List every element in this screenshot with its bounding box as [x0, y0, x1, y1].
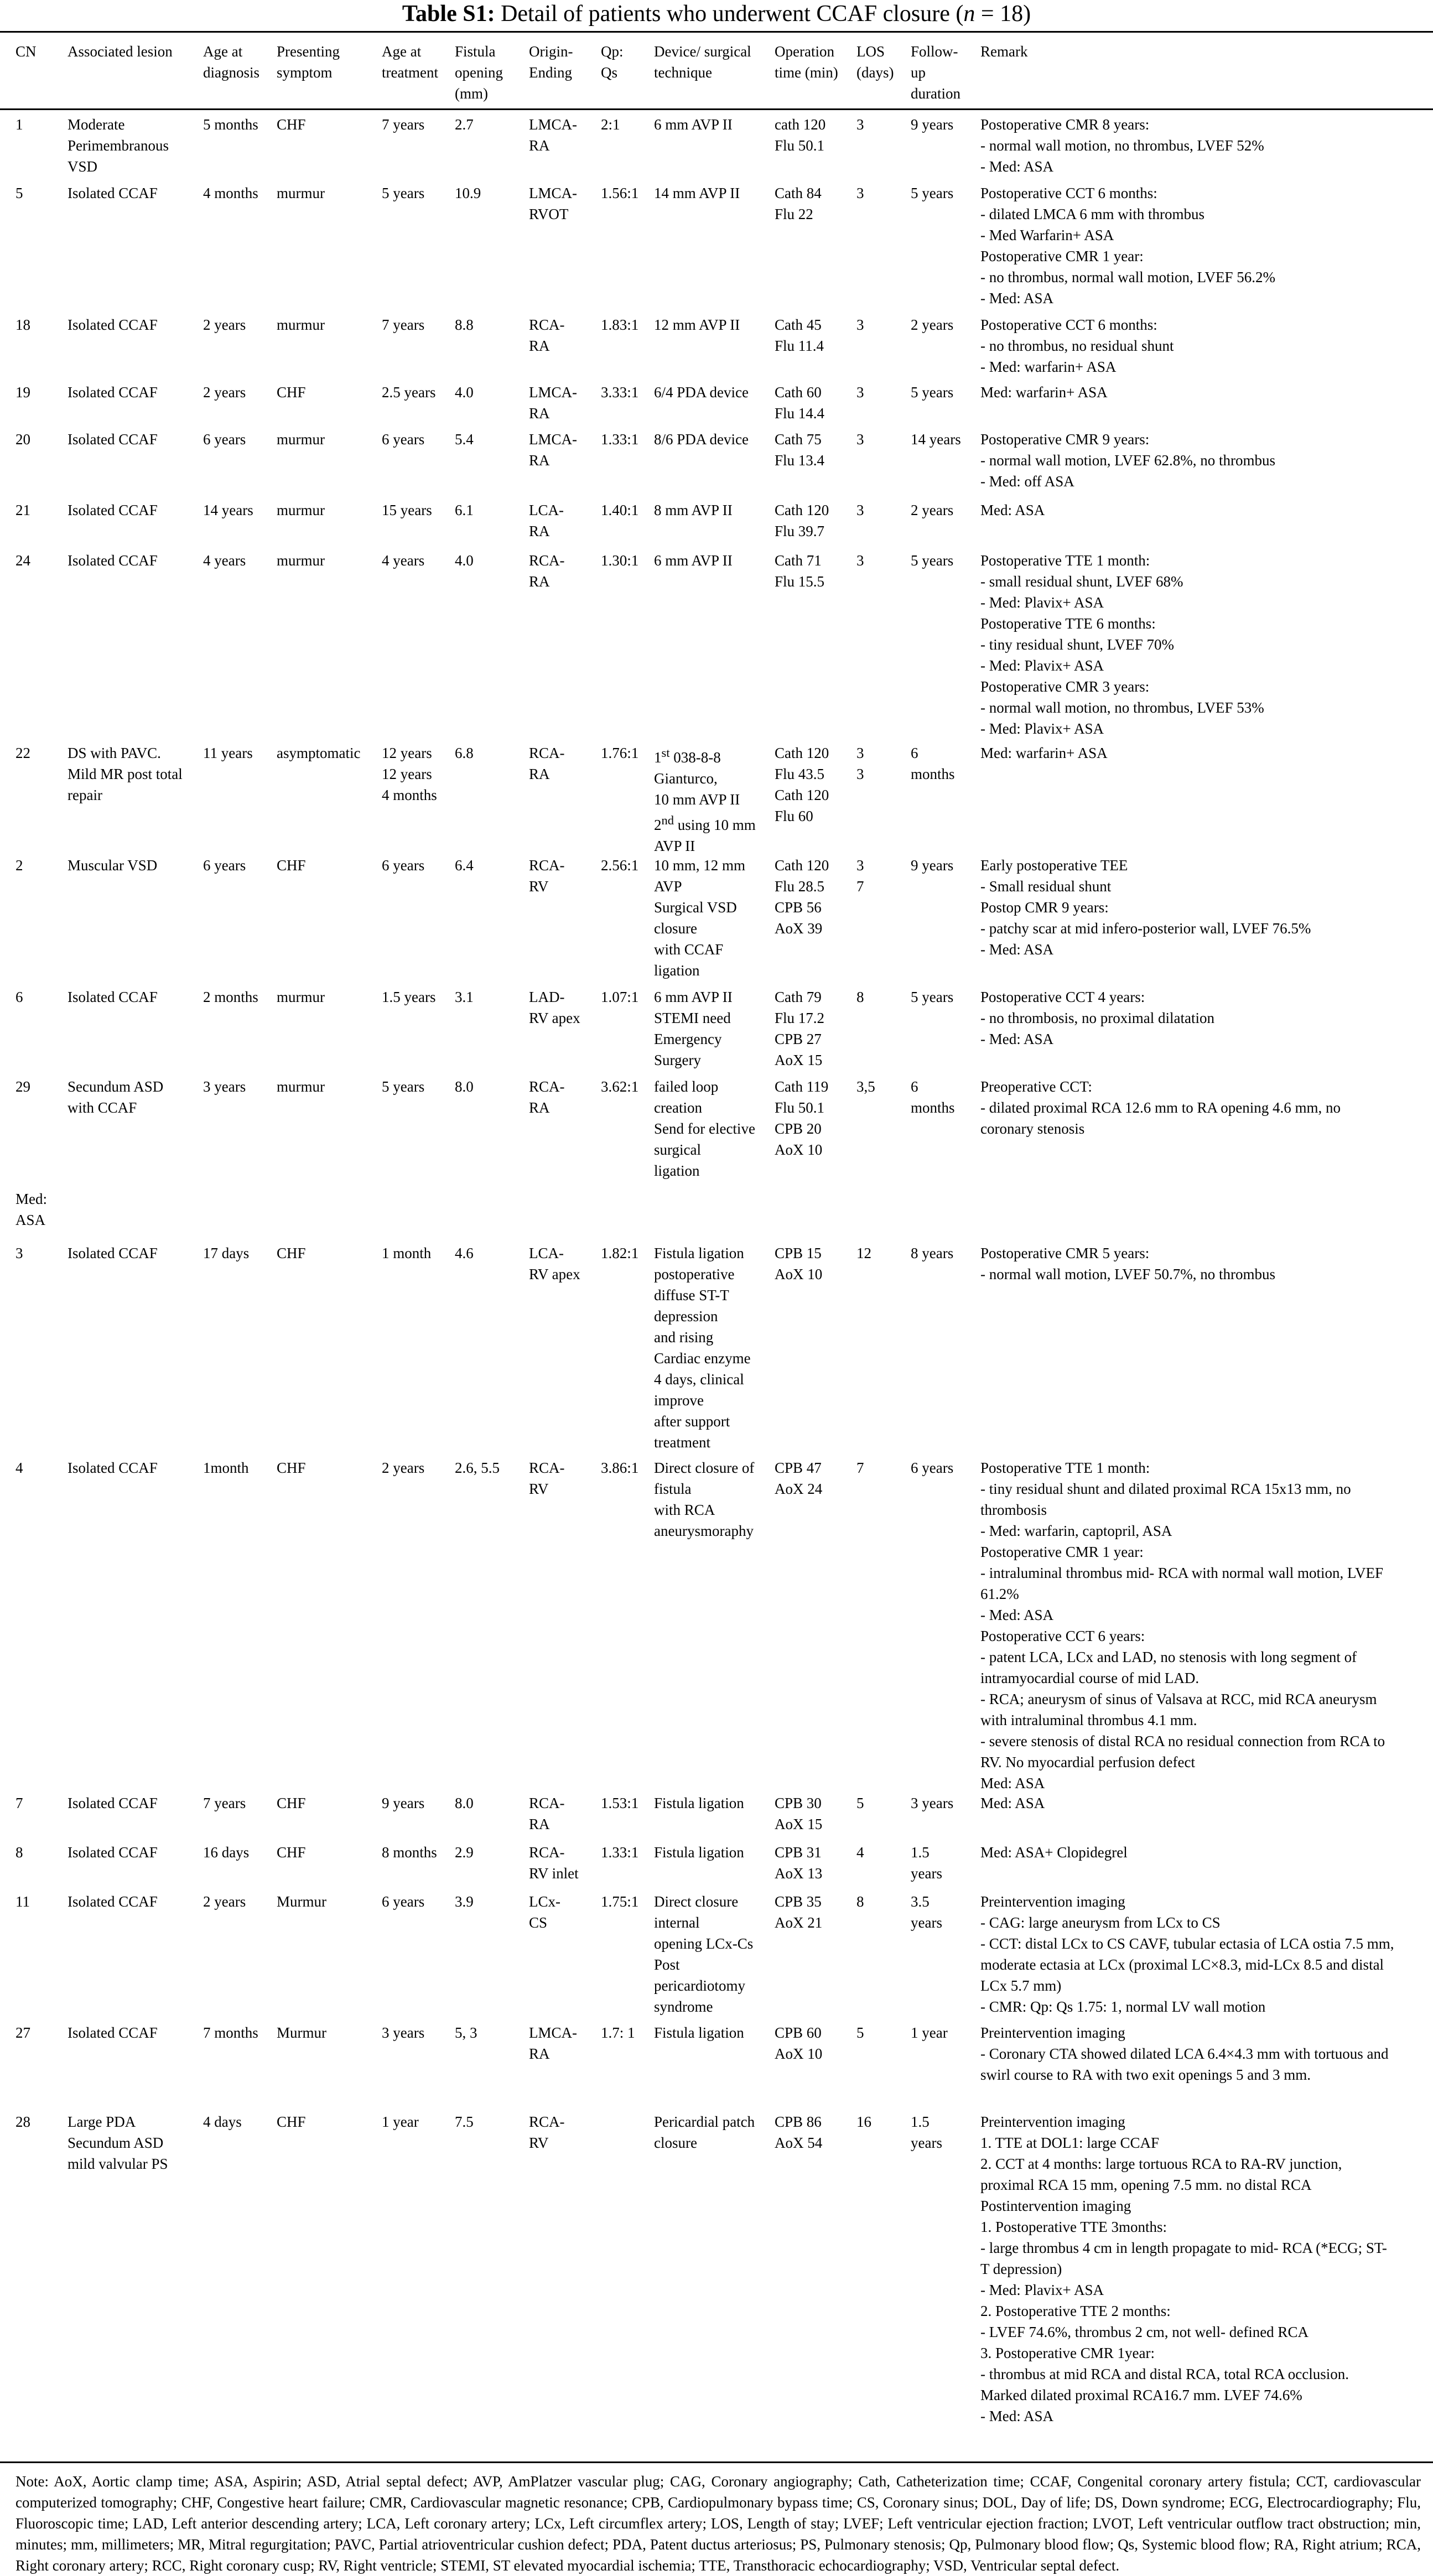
cell-origin: LCx- CS	[529, 1893, 560, 1931]
cell-los: 3	[856, 116, 864, 133]
cell-remark: Med: warfarin+ ASA	[980, 384, 1108, 401]
cell-qpqs: 1.30:1	[601, 552, 639, 569]
header-device: Device/ surgical technique	[654, 43, 751, 81]
cell-age-treatment: 7 years	[382, 316, 425, 333]
header-age-diagnosis: Age at diagnosis	[203, 43, 260, 81]
cell-los: 3	[856, 316, 864, 333]
cell-remark: Med: ASA	[980, 1795, 1045, 1811]
cell-symptom: CHF	[277, 384, 306, 401]
cell-age-treatment: 15 years	[382, 502, 432, 518]
cell-remark: Postoperative CMR 5 years: - normal wall motion, LVEF 50.7%, no thrombus	[980, 1245, 1275, 1282]
cell-lesion: Isolated CCAF	[68, 2024, 158, 2041]
cell-los: 4	[856, 1844, 864, 1861]
cell-device: 6 mm AVP II STEMI need Emergency Surgery	[654, 989, 733, 1068]
cell-age-treatment: 2.5 years	[382, 384, 436, 401]
cell-symptom: CHF	[277, 1844, 306, 1861]
cell-origin: LCA- RV apex	[529, 1245, 580, 1282]
device-step-2-ordinal: nd	[661, 813, 674, 827]
cell-device: 8 mm AVP II	[654, 502, 733, 518]
cell-lesion: Isolated CCAF	[68, 1460, 158, 1476]
cell-los: 3	[856, 552, 864, 569]
cell-fistula: 6.1	[455, 502, 474, 518]
cell-origin: RCA- RA	[529, 1795, 565, 1832]
cell-age-diagnosis: 2 months	[203, 989, 258, 1005]
cell-fistula: 4.0	[455, 552, 474, 569]
cell-age-treatment: 6 years	[382, 857, 425, 874]
cell-fistula: 10.9	[455, 185, 481, 201]
cell-age-diagnosis: 7 years	[203, 1795, 246, 1811]
cell-lesion: Isolated CCAF	[68, 431, 158, 448]
cell-lesion: Isolated CCAF	[68, 1245, 158, 1261]
cell-age-treatment: 5 years	[382, 185, 425, 201]
cell-fistula: 5, 3	[455, 2024, 477, 2041]
cell-device: Direct closure of fistula with RCA aneurysmoraphy	[654, 1460, 755, 1539]
cell-age-diagnosis: 2 years	[203, 316, 246, 333]
cell-lesion: Isolated CCAF	[68, 1795, 158, 1811]
cell-symptom: CHF	[277, 857, 306, 874]
cell-qpqs: 1.76:1	[601, 745, 639, 761]
cell-qpqs: 3.62:1	[601, 1078, 639, 1095]
cell-fistula: 4.0	[455, 384, 474, 401]
device-step-1-text: 038-8-8	[669, 749, 721, 766]
cell-lesion: Isolated CCAF	[68, 384, 158, 401]
cell-device: Direct closure internal opening LCx-Cs Post pericardiotomy syndrome	[654, 1893, 754, 2015]
cell-los: 16	[856, 2113, 871, 2130]
cell-age-diagnosis: 4 days	[203, 2113, 242, 2130]
cell-operation-time: CPB 35 AoX 21	[775, 1893, 823, 1931]
cell-device: 14 mm AVP II	[654, 185, 740, 201]
cell-age-diagnosis: 4 months	[203, 185, 258, 201]
cell-followup: 2 years	[911, 316, 954, 333]
cell-remark: Preintervention imaging - Coronary CTA showed dilated LCA 6.4×4.3 mm with tortuous and swirl course to RA with two exit openings 5 and 3 mm.	[980, 2024, 1389, 2083]
cell-age-diagnosis: 2 years	[203, 384, 246, 401]
cell-followup: 3.5 years	[911, 1893, 942, 1931]
cell-fistula: 6.8	[455, 745, 474, 761]
cell-followup: 5 years	[911, 989, 954, 1005]
header-lesion: Associated lesion	[68, 43, 173, 60]
cell-operation-time: CPB 60 AoX 10	[775, 2024, 823, 2062]
cell-lesion: Moderate Perimembranous VSD	[68, 116, 169, 175]
cell-fistula: 3.9	[455, 1893, 474, 1910]
cell-cn: 27	[15, 2024, 30, 2041]
cell-followup: 9 years	[911, 116, 954, 133]
cell-symptom: Murmur	[277, 2024, 326, 2041]
cell-los: 5	[856, 1795, 864, 1811]
header-los: LOS (days)	[856, 43, 894, 81]
cell-operation-time: Cath 120 Flu 39.7	[775, 502, 829, 539]
cell-symptom: murmur	[277, 185, 325, 201]
cell-device: Fistula ligation postoperative diffuse ST-T depression and rising Cardiac enzyme 4 days, clinical improve after support treatment	[654, 1245, 751, 1451]
cell-origin: RCA- RV	[529, 1460, 565, 1497]
cell-operation-time: Cath 60 Flu 14.4	[775, 384, 825, 422]
cell-lesion: Isolated CCAF	[68, 316, 158, 333]
header-followup: Follow- up duration	[911, 43, 960, 102]
cell-age-treatment: 9 years	[382, 1795, 425, 1811]
cell-symptom: CHF	[277, 1460, 306, 1476]
cell-operation-time: CPB 30 AoX 15	[775, 1795, 823, 1832]
cell-fistula: 8.0	[455, 1078, 474, 1095]
cell-origin: LMCA- RA	[529, 384, 577, 422]
cell-age-treatment: 6 years	[382, 431, 425, 448]
cell-origin: RCA- RA	[529, 316, 565, 354]
cell-followup: 8 years	[911, 1245, 954, 1261]
cell-symptom: CHF	[277, 1795, 306, 1811]
cell-age-treatment: 1 month	[382, 1245, 432, 1261]
cell-origin: RCA- RV	[529, 857, 565, 895]
cell-symptom: CHF	[277, 1245, 306, 1261]
cell-remark: Postoperative TTE 1 month: - tiny residual shunt and dilated proximal RCA 15x13 mm, no thrombosis - Med: warfarin, captopril, ASA Postoperative CMR 1 year: - intraluminal thrombus mid- RCA with normal wall motion, LVEF 61.2% - Med: ASA Postoperative CCT 6 years: - patent LCA, LCx and LAD, no stenosis with long segment of intramyocardial course of mid LAD. - RCA; aneurysm of sinus of Valsava at RCC, mid RCA aneurysm with intraluminal thrombus 4.1 mm. - severe stenosis of distal RCA no residual connection from RCA to RV. No myocardial perfusion defect Med: ASA	[980, 1460, 1385, 1791]
cell-followup: 3 years	[911, 1795, 954, 1811]
cell-symptom: murmur	[277, 502, 325, 518]
device-step-1-cont: Gianturco, 10 mm AVP II	[654, 770, 740, 808]
cell-operation-time: Cath 84 Flu 22	[775, 185, 822, 222]
cell-qpqs: 1.56:1	[601, 185, 639, 201]
cell-followup: 2 years	[911, 502, 954, 518]
cell-age-diagnosis: 17 days	[203, 1245, 250, 1261]
cell-cn: 8	[15, 1844, 23, 1861]
header-cn: CN	[15, 43, 37, 60]
table-note: Note: AoX, Aortic clamp time; ASA, Aspirin; ASD, Atrial septal defect; AVP, AmPlatzer vascular plug; CAG, Coronary angiography; Cath, Catheterization time; CCAF, Congenital coronary artery fistula; CCT, cardiovascular computerized tomography; CHF, Congestive heart failure; CMR, Cardiovascular magnetic resonance; CPB, Cardiopulmonary bypass time; CS, Coronary sinus; DOL, Day of life; DS, Down syndrome; ECG, Electrocardiography; Flu, Fluoroscopic time; LAD, Left anterior descending artery; LCA, Left coronary artery; LCx, Left circumflex artery; LOS, Length of stay; LVEF; Left ventricular ejection fraction; LVOT, Left ventricular outflow tract obstruction; min, minutes; mm, millimeters; MR, Mitral regurgitation; PAVC, Partial atrioventricular cushion defect; PDA, Patent ductus arteriosus; PS, Pulmonary stenosis; Qp, Pulmonary blood flow; Qs, Systemic blood flow; RA, Right atrium; RCA, Right coronary artery; RCC, Right coronary cusp; RV, Right ventricle; STEMI, ST elevated myocardial ischemia; TTE, Transthoracic echocardiography; VSD, Ventricular septal defect.	[15, 2473, 1421, 2574]
cell-device: Fistula ligation	[654, 1844, 744, 1861]
cell-symptom: murmur	[277, 431, 325, 448]
cell-followup: 1.5 years	[911, 1844, 942, 1882]
cell-device: 8/6 PDA device	[654, 431, 749, 448]
cell-los: 7	[856, 1460, 864, 1476]
header-operation-time: Operation time (min)	[775, 43, 838, 81]
cell-device: Pericardial patch closure	[654, 2113, 755, 2151]
cell-remark: Preoperative CCT: - dilated proximal RCA 12.6 mm to RA opening 4.6 mm, no coronary stenosis	[980, 1078, 1341, 1137]
cell-qpqs: 1.07:1	[601, 989, 639, 1005]
cell-age-treatment: 6 years	[382, 1893, 425, 1910]
cell-lesion: DS with PAVC. Mild MR post total repair	[68, 745, 183, 803]
cell-origin: LCA- RA	[529, 502, 564, 539]
cell-operation-time: Cath 79 Flu 17.2 CPB 27 AoX 15	[775, 989, 825, 1068]
cell-origin: RCA- RV inlet	[529, 1844, 579, 1882]
cell-cn: 3	[15, 1245, 23, 1261]
cell-cn: 11	[15, 1893, 30, 1910]
cell-age-treatment: 2 years	[382, 1460, 425, 1476]
cell-los: 3 3	[856, 745, 864, 782]
cell-fistula: 4.6	[455, 1245, 474, 1261]
cell-age-treatment: 7 years	[382, 116, 425, 133]
cell-age-treatment: 3 years	[382, 2024, 425, 2041]
cell-age-diagnosis: 3 years	[203, 1078, 246, 1095]
cell-qpqs: 1.33:1	[601, 431, 639, 448]
cell-followup: 6 months	[911, 745, 955, 782]
cell-followup: 14 years	[911, 431, 961, 448]
cell-device: 10 mm, 12 mm AVP Surgical VSD closure with CCAF ligation	[654, 857, 746, 979]
cell-cn: 7	[15, 1795, 23, 1811]
cell-fistula: 8.8	[455, 316, 474, 333]
cell-followup: 5 years	[911, 552, 954, 569]
stray-med-text: Med: ASA	[15, 1191, 47, 1228]
cell-fistula: 7.5	[455, 2113, 474, 2130]
cell-symptom: murmur	[277, 1078, 325, 1095]
cell-cn: 6	[15, 989, 23, 1005]
cell-remark: Preintervention imaging 1. TTE at DOL1: large CCAF 2. CCT at 4 months: large tortuous RCA to RA-RV junction, proximal RCA 15 mm, opening 7.5 mm. no distal RCA Postintervention imaging 1. Postoperative TTE 3months: - large thrombus 4 cm in length propagate to mid- RCA (*ECG; ST- T depression) - Med: Plavix+ ASA 2. Postoperative TTE 2 months: - LVEF 74.6%, thrombus 2 cm, not well- defined RCA 3. Postoperative CMR 1year: - thrombus at mid RCA and distal RCA, total RCA occlusion. Marked dilated proximal RCA16.7 mm. LVEF 74.6% - Med: ASA	[980, 2113, 1387, 2424]
cell-symptom: Murmur	[277, 1893, 326, 1910]
cell-age-diagnosis: 5 months	[203, 116, 258, 133]
cell-remark: Postoperative CMR 9 years: - normal wall motion, LVEF 62.8%, no thrombus - Med: off ASA	[980, 431, 1275, 490]
cell-origin: RCA- RV	[529, 2113, 565, 2151]
cell-fistula: 3.1	[455, 989, 474, 1005]
header-rule	[0, 108, 1433, 110]
cell-origin: RCA- RA	[529, 552, 565, 590]
cell-age-treatment: 5 years	[382, 1078, 425, 1095]
cell-remark: Postoperative CCT 6 months: - no thrombus, no residual shunt - Med: warfarin+ ASA	[980, 316, 1174, 375]
cell-device: 6 mm AVP II	[654, 552, 733, 569]
cell-symptom: murmur	[277, 552, 325, 569]
cell-origin: RCA- RA	[529, 1078, 565, 1116]
cell-origin: LAD- RV apex	[529, 989, 580, 1026]
cell-age-treatment: 1 year	[382, 2113, 419, 2130]
device-step-1-ordinal: st	[661, 746, 670, 760]
header-fistula: Fistula opening (mm)	[455, 43, 503, 102]
n-value: = 18)	[975, 1, 1031, 27]
cell-device: 6/4 PDA device	[654, 384, 749, 401]
cell-remark: Postoperative TTE 1 month: - small residual shunt, LVEF 68% - Med: Plavix+ ASA Postoperative TTE 6 months: - tiny residual shunt, LVEF 70% - Med: Plavix+ ASA Postoperative CMR 3 years: - normal wall motion, no thrombus, LVEF 53% - Med: Plavix+ ASA	[980, 552, 1264, 737]
cell-followup: 1.5 years	[911, 2113, 942, 2151]
cell-fistula: 8.0	[455, 1795, 474, 1811]
cell-symptom: CHF	[277, 116, 306, 133]
cell-origin: LMCA- RA	[529, 116, 577, 154]
cell-operation-time: Cath 120 Flu 43.5 Cath 120 Flu 60	[775, 745, 829, 824]
cell-fistula: 2.9	[455, 1844, 474, 1861]
device-step-1-number: 1	[654, 749, 662, 766]
header-qpqs: Qp: Qs	[601, 43, 624, 81]
cell-operation-time: CPB 86 AoX 54	[775, 2113, 823, 2151]
cell-remark: Preintervention imaging - CAG: large aneurysm from LCx to CS - CCT: distal LCx to CS CAVF, tubular ectasia of LCA ostia 7.5 mm, moderate ectasia at LCx (proximal LC×8.3, mid-LCx 8.5 and distal LCx 5.7 mm) - CMR: Qp: Qs 1.75: 1, normal LV wall motion	[980, 1893, 1394, 2015]
cell-followup: 6 years	[911, 1460, 954, 1476]
cell-qpqs: 1.53:1	[601, 1795, 639, 1811]
cell-device: failed loop creation Send for elective surgical ligation	[654, 1078, 755, 1179]
cell-qpqs: 1.7: 1	[601, 2024, 635, 2041]
cell-device: 6 mm AVP II	[654, 116, 733, 133]
cell-origin: LMCA- RA	[529, 431, 577, 469]
cell-age-diagnosis: 2 years	[203, 1893, 246, 1910]
cell-remark: Postoperative CCT 6 months: - dilated LMCA 6 mm with thrombus - Med Warfarin+ ASA Postoperative CMR 1 year: - no thrombus, normal wall motion, LVEF 56.2% - Med: ASA	[980, 185, 1275, 307]
cell-lesion: Isolated CCAF	[68, 1893, 158, 1910]
cell-followup: 1 year	[911, 2024, 948, 2041]
cell-remark: Postoperative CMR 8 years: - normal wall motion, no thrombus, LVEF 52% - Med: ASA	[980, 116, 1264, 175]
cell-los: 8	[856, 989, 864, 1005]
cell-qpqs: 2.56:1	[601, 857, 639, 874]
cell-age-diagnosis: 1month	[203, 1460, 249, 1476]
cell-qpqs: 1.40:1	[601, 502, 639, 518]
cell-remark: Early postoperative TEE - Small residual shunt Postop CMR 9 years: - patchy scar at mid infero-posterior wall, LVEF 76.5% - Med: ASA	[980, 857, 1311, 958]
cell-los: 3 7	[856, 857, 864, 895]
cell-cn: 19	[15, 384, 30, 401]
cell-operation-time: Cath 71 Flu 15.5	[775, 552, 825, 590]
cell-cn: 20	[15, 431, 30, 448]
cell-fistula: 5.4	[455, 431, 474, 448]
header-symptom: Presenting symptom	[277, 43, 340, 81]
top-rule	[0, 31, 1433, 33]
cell-los: 3	[856, 431, 864, 448]
cell-lesion: Isolated CCAF	[68, 552, 158, 569]
cell-symptom: murmur	[277, 316, 325, 333]
cell-cn: 24	[15, 552, 30, 569]
cell-symptom: murmur	[277, 989, 325, 1005]
cell-qpqs: 1.33:1	[601, 1844, 639, 1861]
table-label: Table S1:	[402, 1, 495, 27]
cell-remark: Med: ASA	[980, 502, 1045, 518]
cell-cn: 5	[15, 185, 23, 201]
cell-followup: 9 years	[911, 857, 954, 874]
cell-los: 8	[856, 1893, 864, 1910]
cell-remark: Med: warfarin+ ASA	[980, 745, 1108, 761]
cell-age-diagnosis: 4 years	[203, 552, 246, 569]
cell-qpqs: 1.83:1	[601, 316, 639, 333]
cell-cn: 21	[15, 502, 30, 518]
cell-operation-time: CPB 15 AoX 10	[775, 1245, 823, 1282]
cell-remark: Postoperative CCT 4 years: - no thrombosis, no proximal dilatation - Med: ASA	[980, 989, 1214, 1047]
cell-qpqs: 3.86:1	[601, 1460, 639, 1476]
cell-age-treatment: 8 months	[382, 1844, 437, 1861]
cell-cn: 18	[15, 316, 30, 333]
cell-operation-time: CPB 47 AoX 24	[775, 1460, 823, 1497]
cell-age-diagnosis: 11 years	[203, 745, 253, 761]
cell-los: 3,5	[856, 1078, 875, 1095]
cell-symptom: CHF	[277, 2113, 306, 2130]
cell-device	[654, 742, 756, 856]
cell-cn: 2	[15, 857, 23, 874]
cell-device: 12 mm AVP II	[654, 316, 740, 333]
cell-fistula: 6.4	[455, 857, 474, 874]
cell-qpqs: 1.75:1	[601, 1893, 639, 1910]
cell-age-diagnosis: 7 months	[203, 2024, 258, 2041]
cell-symptom: asymptomatic	[277, 745, 361, 761]
cell-followup: 5 years	[911, 384, 954, 401]
cell-cn: 29	[15, 1078, 30, 1095]
cell-operation-time: Cath 120 Flu 28.5 CPB 56 AoX 39	[775, 857, 829, 937]
cell-lesion: Muscular VSD	[68, 857, 158, 874]
cell-operation-time: Cath 119 Flu 50.1 CPB 20 AoX 10	[775, 1078, 829, 1158]
cell-lesion: Secundum ASD with CCAF	[68, 1078, 164, 1116]
cell-fistula: 2.6, 5.5	[455, 1460, 500, 1476]
cell-age-diagnosis: 14 years	[203, 502, 253, 518]
cell-los: 5	[856, 2024, 864, 2041]
cell-age-treatment: 4 years	[382, 552, 425, 569]
cell-age-treatment: 1.5 years	[382, 989, 436, 1005]
cell-age-treatment: 12 years 12 years 4 months	[382, 745, 437, 803]
cell-cn: 1	[15, 116, 23, 133]
cell-los: 3	[856, 185, 864, 201]
cell-los: 12	[856, 1245, 871, 1261]
cell-age-diagnosis: 16 days	[203, 1844, 250, 1861]
n-symbol: n	[963, 1, 975, 27]
device-step-2-text: using 10 mm AVP II	[654, 817, 756, 854]
cell-los: 3	[856, 502, 864, 518]
table-caption: Detail of patients who underwent CCAF closure (	[501, 1, 964, 27]
cell-operation-time: CPB 31 AoX 13	[775, 1844, 823, 1882]
cell-qpqs: 1.82:1	[601, 1245, 639, 1261]
header-origin: Origin- Ending	[529, 43, 573, 81]
cell-lesion: Large PDA Secundum ASD mild valvular PS	[68, 2113, 168, 2172]
cell-qpqs: 3.33:1	[601, 384, 639, 401]
cell-origin: LMCA- RVOT	[529, 185, 577, 222]
cell-fistula: 2.7	[455, 116, 474, 133]
cell-operation-time: cath 120 Flu 50.1	[775, 116, 826, 154]
cell-cn: 4	[15, 1460, 23, 1476]
header-remark: Remark	[980, 43, 1028, 60]
cell-followup: 5 years	[911, 185, 954, 201]
cell-los: 3	[856, 384, 864, 401]
cell-origin: RCA- RA	[529, 745, 565, 782]
cell-device: Fistula ligation	[654, 2024, 744, 2041]
cell-lesion: Isolated CCAF	[68, 502, 158, 518]
cell-qpqs: 2:1	[601, 116, 620, 133]
cell-lesion: Isolated CCAF	[68, 185, 158, 201]
cell-cn: 28	[15, 2113, 30, 2130]
cell-age-diagnosis: 6 years	[203, 431, 246, 448]
cell-lesion: Isolated CCAF	[68, 1844, 158, 1861]
header-age-treatment: Age at treatment	[382, 43, 438, 81]
device-step-2-number: 2	[654, 817, 662, 833]
table-title	[0, 0, 1433, 28]
cell-followup: 6 months	[911, 1078, 955, 1116]
cell-operation-time: Cath 75 Flu 13.4	[775, 431, 825, 469]
cell-age-diagnosis: 6 years	[203, 857, 246, 874]
cell-device: Fistula ligation	[654, 1795, 744, 1811]
bottom-rule	[0, 2461, 1433, 2463]
cell-cn: 22	[15, 745, 30, 761]
cell-origin: LMCA- RA	[529, 2024, 577, 2062]
cell-lesion: Isolated CCAF	[68, 989, 158, 1005]
cell-operation-time: Cath 45 Flu 11.4	[775, 316, 824, 354]
cell-remark: Med: ASA+ Clopidegrel	[980, 1844, 1128, 1861]
